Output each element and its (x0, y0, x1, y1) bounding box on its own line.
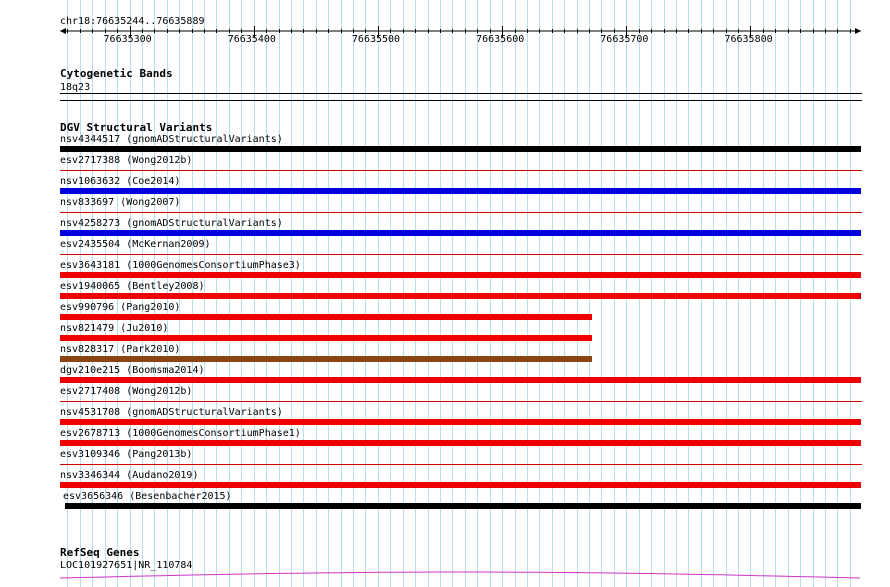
location-label: chr18:76635244..76635889 (60, 16, 205, 27)
cyto-band-label[interactable]: 18q23 (60, 82, 91, 93)
dgv-row-line (60, 212, 862, 213)
dgv-feature-bar[interactable] (60, 230, 861, 236)
refseq-gene-label[interactable]: LOC101927651|NR_110784 (60, 560, 193, 571)
dgv-feature-label[interactable]: dgv210e215 (Boomsma2014) (60, 365, 205, 376)
dgv-feature-label[interactable]: esv2717388 (Wong2012b) (60, 155, 193, 166)
dgv-feature-bar[interactable] (60, 440, 861, 446)
dgv-feature-label[interactable]: nsv833697 (Wong2007) (60, 197, 181, 208)
refseq-gene-feature[interactable] (0, 568, 890, 587)
cyto-band-line (60, 93, 862, 94)
scroll-right-arrow-icon (855, 28, 861, 34)
dgv-feature-bar[interactable] (60, 314, 592, 320)
dgv-feature-bar[interactable] (60, 419, 861, 425)
dgv-feature-bar[interactable] (60, 272, 861, 278)
ruler-tick-label: 76635400 (227, 34, 276, 45)
dgv-feature-label[interactable]: nsv821479 (Ju2010) (60, 323, 169, 334)
dgv-feature-label[interactable]: nsv4344517 (gnomADStructuralVariants) (60, 134, 283, 145)
dgv-feature-label[interactable]: esv2717408 (Wong2012b) (60, 386, 193, 397)
refseq-track-title: RefSeq Genes (60, 546, 140, 559)
dgv-row-line (60, 170, 862, 171)
dgv-feature-bar[interactable] (65, 503, 861, 509)
ruler-tick-label: 76635600 (476, 34, 525, 45)
ruler-tick-label: 76635300 (103, 34, 152, 45)
dgv-feature-label[interactable]: esv3109346 (Pang2013b) (60, 449, 193, 460)
ruler-tick-label: 76635700 (600, 34, 649, 45)
dgv-feature-label[interactable]: nsv4531708 (gnomADStructuralVariants) (60, 407, 283, 418)
dgv-feature-bar[interactable] (60, 188, 861, 194)
dgv-track-title: DGV Structural Variants (60, 121, 213, 134)
dgv-row-line (60, 464, 862, 465)
dgv-feature-bar[interactable] (60, 146, 861, 152)
dgv-feature-label[interactable]: esv3656346 (Besenbacher2015) (63, 491, 232, 502)
dgv-feature-label[interactable]: nsv828317 (Park2010) (60, 344, 181, 355)
cyto-track-title: Cytogenetic Bands (60, 67, 173, 80)
track-separator (60, 100, 862, 101)
dgv-feature-label[interactable]: esv3643181 (1000GenomesConsortiumPhase3) (60, 260, 301, 271)
dgv-feature-bar[interactable] (60, 293, 861, 299)
ruler-tick-label: 76635800 (724, 34, 773, 45)
dgv-row-line (60, 401, 862, 402)
dgv-feature-bar[interactable] (60, 377, 861, 383)
dgv-feature-bar[interactable] (60, 335, 592, 341)
scroll-left-arrow-icon (60, 28, 66, 34)
dgv-row-line (60, 254, 862, 255)
ruler-tick-label: 76635500 (351, 34, 401, 45)
dgv-feature-label[interactable]: nsv1063632 (Coe2014) (60, 176, 181, 187)
dgv-feature-label[interactable]: esv990796 (Pang2010) (60, 302, 181, 313)
dgv-feature-label[interactable]: esv2435504 (McKernan2009) (60, 239, 211, 250)
dgv-feature-bar[interactable] (60, 356, 592, 362)
dgv-feature-bar[interactable] (60, 482, 861, 488)
dgv-feature-label[interactable]: esv1940065 (Bentley2008) (60, 281, 205, 292)
dgv-feature-label[interactable]: esv2678713 (1000GenomesConsortiumPhase1) (60, 428, 301, 439)
dgv-feature-label[interactable]: nsv3346344 (Audano2019) (60, 470, 199, 481)
dgv-feature-label[interactable]: nsv4258273 (gnomADStructuralVariants) (60, 218, 283, 229)
